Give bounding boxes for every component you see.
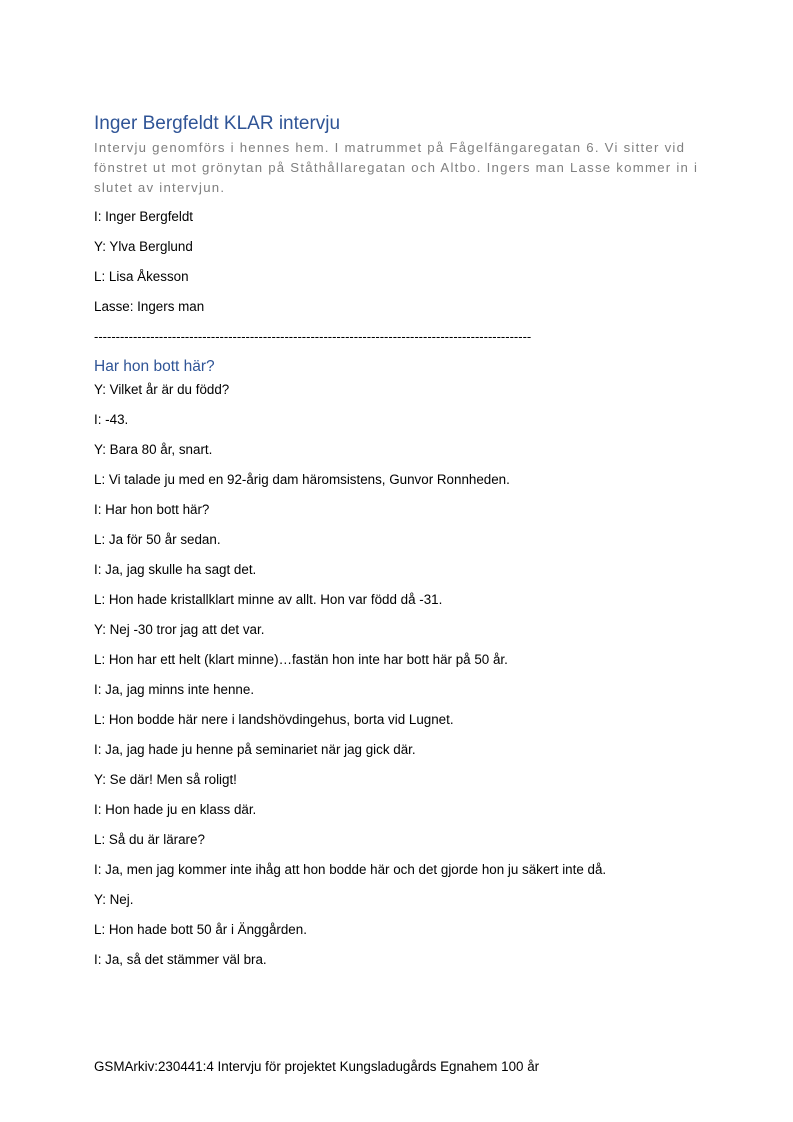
dialogue-line: I: Ja, jag minns inte henne. [94,682,255,697]
participant-item: Lasse: Ingers man [94,299,205,314]
dialogue-line: L: Hon har ett helt (klart minne)…fastän hon inte har bott här på 50 år. [94,652,508,667]
dialogue-line: Y: Bara 80 år, snart. [94,442,213,457]
section-heading: Har hon bott här? [94,358,215,375]
dialogue-line: L: Ja för 50 år sedan. [94,532,221,547]
document-page [94,0,700,1122]
participant-item: L: Lisa Åkesson [94,269,189,284]
dialogue-line: L: Hon hade bott 50 år i Änggården. [94,922,307,937]
participant-item: I: Inger Bergfeldt [94,209,193,224]
dialogue-line: I: Har hon bott här? [94,502,210,517]
dialogue-line: Y: Nej. [94,892,134,907]
dialogue-line: I: Hon hade ju en klass där. [94,802,257,817]
participant-item: Y: Ylva Berglund [94,239,193,254]
dialogue-line: L: Så du är lärare? [94,832,205,847]
dialogue-line: L: Hon bodde här nere i landshövdingehus, borta vid Lugnet. [94,712,454,727]
dialogue-list [94,381,606,981]
dialogue-line: I: Ja, så det stämmer väl bra. [94,952,267,967]
page-footer: GSMArkiv:230441:4 Intervju för projektet Kungsladugårds Egnahem 100 år [94,1059,540,1074]
dialogue-line: I: Ja, men jag kommer inte ihåg att hon bodde här och det gjorde hon ju säkert inte då. [94,862,607,877]
dialogue-line: I: -43. [94,412,129,427]
dialogue-line: L: Vi talade ju med en 92-årig dam häromsistens, Gunvor Ronnheden. [94,472,510,487]
dialogue-line: L: Hon hade kristallklart minne av allt. Hon var född då -31. [94,592,443,607]
dialogue-line: Y: Se där! Men så roligt! [94,772,237,787]
document-subtitle: Intervju genomförs i hennes hem. I matrummet på Fågelfängaregatan 6. Vi sitter vid fönstret ut mot grönytan på Ståthållaregatan och Altbo. Ingers man Lasse kommer in i slutet av intervjun. [94,140,699,195]
participant-list [94,208,204,328]
dialogue-line: Y: Vilket år är du född? [94,382,230,397]
dialogue-line: Y: Nej -30 tror jag att det var. [94,622,265,637]
dialogue-line: I: Ja, jag hade ju henne på seminariet när jag gick där. [94,742,416,757]
dialogue-line: I: Ja, jag skulle ha sagt det. [94,562,257,577]
separator-line: ----------------------------------------------------------------------------------------------------- [94,329,532,344]
document-title: Inger Bergfeldt KLAR intervju [94,113,341,134]
